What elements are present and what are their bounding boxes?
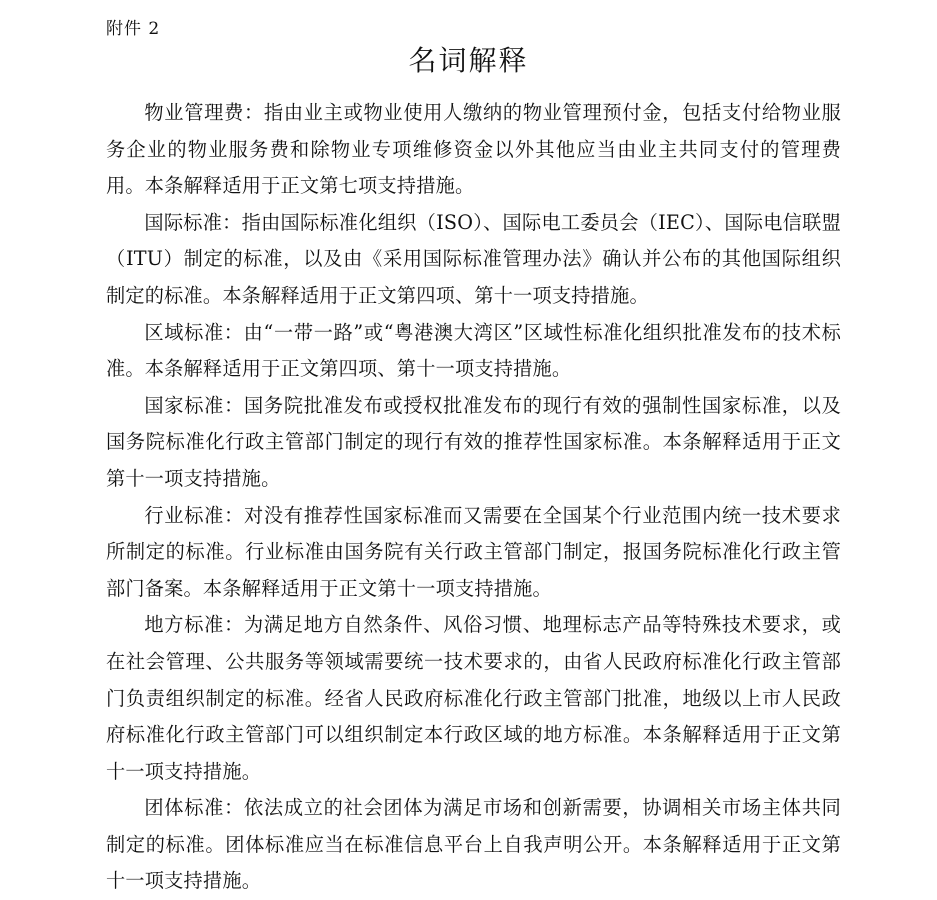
- definition-group-standard: 团体标准：依法成立的社会团体为满足市场和创新需要，协调相关市场主体共同制定的标准。团体标准应当在标准信息平台上自我声明公开。本条解释适用于正文第十一项支持措施。: [106, 796, 841, 893]
- definition-regional-standard: 区域标准：由“一带一路”或“粤港澳大湾区”区域性标准化组织批准发布的技术标准。本条解释适用于正文第四项、第十一项支持措施。: [106, 320, 841, 381]
- definition-local-standard: 地方标准：为满足地方自然条件、风俗习惯、地理标志产品等特殊技术要求，或在社会管理、公共服务等领域需要统一技术要求的，由省人民政府标准化行政主管部门负责组织制定的标准。经省人民政府标准化行政主管部门批准，地级以上市人民政府标准化行政主管部门可以组织制定本行政区域的地方标准。本条解释适用于正文第十一项支持措施。: [106, 613, 841, 783]
- document-title: 名词解释: [408, 44, 529, 77]
- definition-national-standard: 国家标准：国务院批准发布或授权批准发布的现行有效的强制性国家标准，以及国务院标准化行政主管部门制定的现行有效的推荐性国家标准。本条解释适用于正文第十一项支持措施。: [106, 393, 841, 490]
- definition-industry-standard: 行业标准：对没有推荐性国家标准而又需要在全国某个行业范围内统一技术要求所制定的标准。行业标准由国务院有关行政主管部门制定，报国务院标准化行政主管部门备案。本条解释适用于正文第十一项支持措施。: [106, 503, 841, 600]
- attachment-label: 附件 2: [106, 19, 161, 39]
- definitions-body: [106, 95, 841, 900]
- definition-international-standard: 国际标准：指由国际标准化组织（ISO）、国际电工委员会（IEC）、国际电信联盟（ITU）制定的标准，以及由《采用国际标准管理办法》确认并公布的其他国际组织制定的标准。本条解释适用于正文第四项、第十一项支持措施。: [106, 210, 841, 307]
- definition-property-management-fee: 物业管理费：指由业主或物业使用人缴纳的物业管理预付金，包括支付给物业服务企业的物业服务费和除物业专项维修资金以外其他应当由业主共同支付的管理费用。本条解释适用于正文第七项支持措施。: [106, 101, 841, 198]
